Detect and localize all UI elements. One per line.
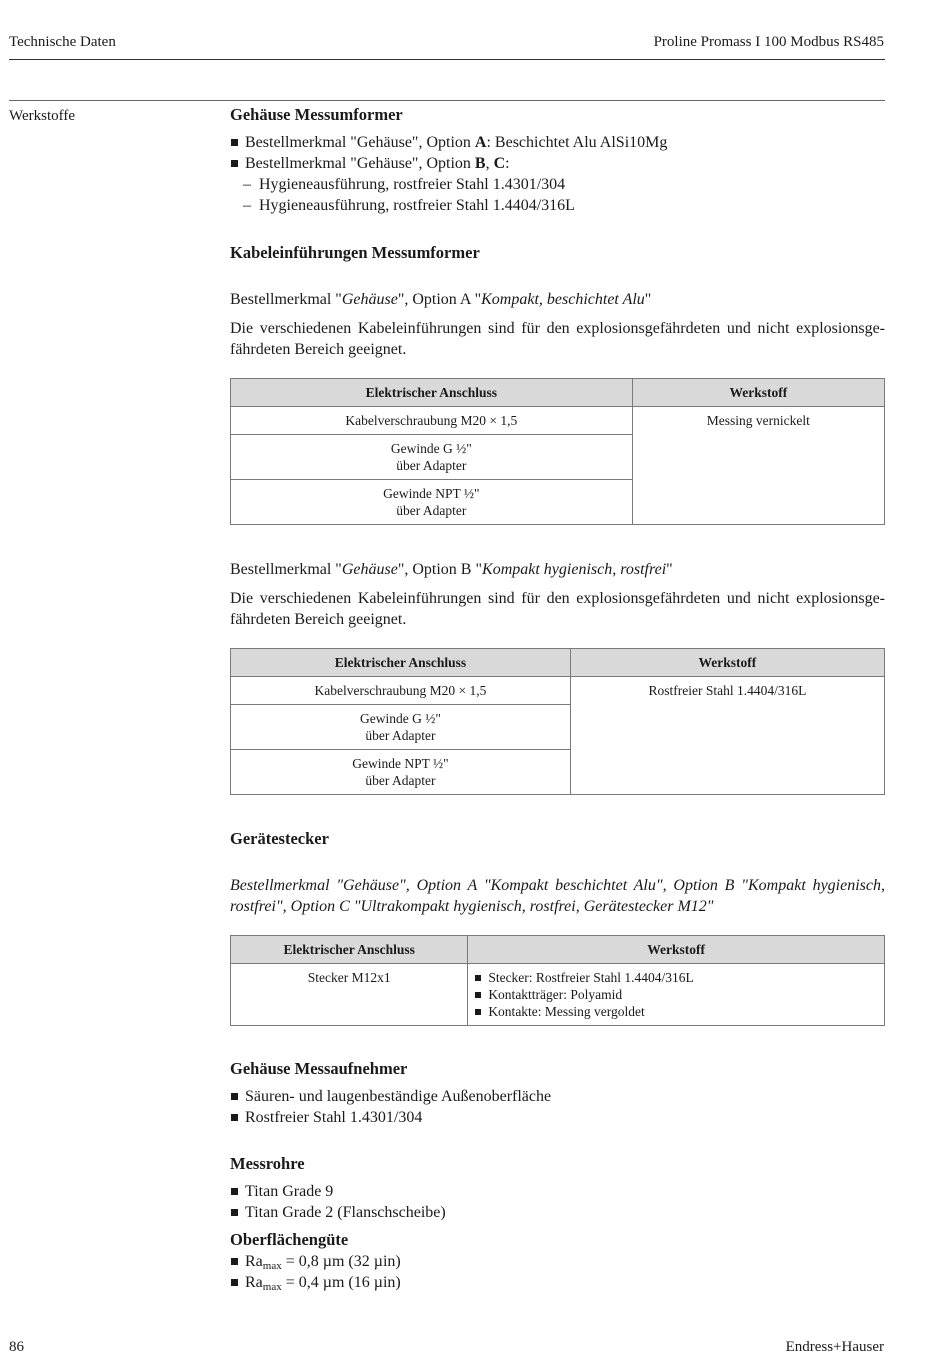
footer-brand: Endress+Hauser <box>785 1339 884 1355</box>
header-section-title: Technische Daten <box>9 34 116 50</box>
list-item: Titan Grade 2 (Flanschscheibe) <box>230 1202 885 1223</box>
paragraph-option-b: Die verschiedenen Kabeleinführungen sind für den explosionsgefährdeten und nicht explosionsgefährdeten Bereich geeignet. <box>230 590 885 628</box>
oberflaeche-list <box>230 1251 885 1293</box>
page-number: 86 <box>9 1339 24 1355</box>
list-item: $Ra_{max} = 0,8$ µm (32 µin) <box>230 1251 885 1272</box>
list-item: Bestellmerkmal "Gehäuse", Option B, C: <box>230 153 885 174</box>
list-item: Kontakte: Messing vergoldet <box>474 1003 878 1020</box>
table-cell: Gewinde NPT ½" über Adapter <box>231 480 633 525</box>
caption-option-b: Bestellmerkmal "Gehäuse", Option B "Kompakt hygienisch, rostfrei" <box>230 561 673 578</box>
list-item: Stecker: Rostfreier Stahl 1.4404/316L <box>474 969 878 986</box>
table-cell: Stecker M12x1 <box>231 964 468 1026</box>
list-item: Säuren- und laugenbeständige Außenoberfläche <box>230 1086 885 1107</box>
paragraph-option-a: Die verschiedenen Kabeleinführungen sind für den explosionsgefährdeten und nicht explosionsgefährdeten Bereich geeignet. <box>230 320 885 358</box>
heading-messrohre: Messrohre <box>230 1154 305 1173</box>
table-header-row <box>231 649 885 677</box>
column-header: Elektrischer Anschluss <box>231 936 468 964</box>
table-header-row <box>231 936 885 964</box>
column-header: Werkstoff <box>468 936 885 964</box>
table-row <box>231 407 885 435</box>
table-cell-material <box>468 964 885 1026</box>
list-item: Bestellmerkmal "Gehäuse", Option A: Beschichtet Alu AlSi10Mg <box>230 132 885 153</box>
heading-kabeleinfuehrungen: Kabeleinführungen Messumformer <box>230 243 480 262</box>
table-cell: Gewinde G ½" über Adapter <box>231 705 571 750</box>
table-cell-material: Rostfreier Stahl 1.4404/316L <box>570 677 884 795</box>
column-header: Werkstoff <box>632 379 884 407</box>
table-cell: Kabelverschraubung M20 × 1,5 <box>231 677 571 705</box>
table-cell-material: Messing vernickelt <box>632 407 884 525</box>
housing-option-list <box>230 132 885 174</box>
table-cell: Gewinde NPT ½" über Adapter <box>231 750 571 795</box>
list-item: Titan Grade 9 <box>230 1181 885 1202</box>
header-rule <box>9 59 885 60</box>
main-content <box>230 104 885 1293</box>
heading-gehaeuse-messumformer: Gehäuse Messumformer <box>230 105 403 124</box>
caption-geraetestecker: Bestellmerkmal "Gehäuse", Option A "Kompakt beschichtet Alu", Option B "Kompakt hygienisch, rostfrei", Option C "Ultrakompakt hygienisch, rostfrei, Gerätestecker M12" <box>230 877 885 915</box>
heading-oberflaechenguete: Oberflächengüte <box>230 1230 349 1249</box>
column-header: Werkstoff <box>570 649 884 677</box>
table-header-row <box>231 379 885 407</box>
table-geraetestecker <box>230 935 885 1026</box>
material-list <box>474 969 878 1020</box>
housing-sub-list <box>230 174 885 216</box>
caption-option-a: Bestellmerkmal "Gehäuse", Option A "Kompakt, beschichtet Alu" <box>230 291 652 308</box>
table-cell: Gewinde G ½" über Adapter <box>231 435 633 480</box>
table-cell: Kabelverschraubung M20 × 1,5 <box>231 407 633 435</box>
column-header: Elektrischer Anschluss <box>231 649 571 677</box>
table-row <box>231 964 885 1026</box>
column-header: Elektrischer Anschluss <box>231 379 633 407</box>
list-item: $Ra_{max} = 0,4$ µm (16 µin) <box>230 1272 885 1293</box>
section-rule <box>9 100 885 101</box>
table-option-b <box>230 648 885 795</box>
table-option-a <box>230 378 885 525</box>
header-product-title: Proline Promass I 100 Modbus RS485 <box>653 34 884 50</box>
list-item: Rostfreier Stahl 1.4301/304 <box>230 1107 885 1128</box>
table-row <box>231 677 885 705</box>
messaufnehmer-list <box>230 1086 885 1128</box>
list-item: Kontaktträger: Polyamid <box>474 986 878 1003</box>
section-label: Werkstoffe <box>9 108 75 124</box>
list-item: – Hygieneausführung, rostfreier Stahl 1.4404/316L <box>230 195 885 216</box>
heading-messaufnehmer: Gehäuse Messaufnehmer <box>230 1059 408 1078</box>
heading-geraetestecker: Gerätestecker <box>230 829 329 848</box>
messrohre-list <box>230 1181 885 1223</box>
list-item: – Hygieneausführung, rostfreier Stahl 1.4301/304 <box>230 174 885 195</box>
